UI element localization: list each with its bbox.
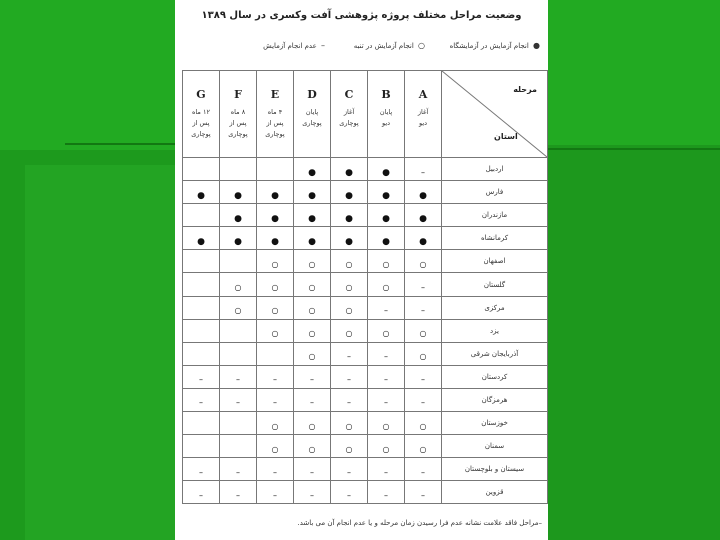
status-cell-c — [331, 342, 368, 365]
hollow-dot-icon: ○ — [308, 352, 316, 362]
province-name: اصفهان — [442, 250, 548, 273]
slide-background-right — [548, 145, 720, 540]
status-cell-g — [183, 296, 220, 319]
status-cell-d — [294, 181, 331, 204]
table-row — [183, 365, 548, 388]
filled-dot-icon: ● — [234, 190, 242, 201]
status-cell-e — [257, 181, 294, 204]
status-cell-b — [368, 481, 405, 504]
hollow-dot-icon: ○ — [271, 259, 279, 269]
status-cell-e — [257, 388, 294, 411]
status-cell-c — [331, 296, 368, 319]
dash-icon: – — [347, 398, 351, 408]
table-row — [183, 296, 548, 319]
dash-icon: – — [236, 375, 240, 385]
hollow-dot-icon: ○ — [419, 259, 427, 269]
filled-dot-icon: ● — [271, 190, 279, 201]
status-cell-f — [220, 204, 257, 227]
status-cell-a — [405, 296, 442, 319]
column-header-g: G ۱۲ ماه پس از پوچاری — [183, 71, 220, 158]
status-cell-d — [294, 204, 331, 227]
hollow-dot-icon: ○ — [345, 329, 353, 339]
hollow-dot-icon: ○ — [308, 306, 316, 316]
status-cell-d — [294, 227, 331, 250]
status-cell-a — [405, 342, 442, 365]
status-cell-a — [405, 158, 442, 181]
hollow-dot-icon: ○ — [271, 329, 279, 339]
dash-icon: – — [236, 398, 240, 408]
filled-dot-icon: ● — [345, 213, 353, 224]
hollow-dot-icon: ○ — [345, 306, 353, 316]
dash-icon: – — [236, 490, 240, 500]
status-cell-a — [405, 481, 442, 504]
table-row — [183, 181, 548, 204]
status-cell-g — [183, 204, 220, 227]
province-name: یزد — [442, 319, 548, 342]
hollow-dot-icon: ○ — [308, 259, 316, 269]
status-cell-g — [183, 365, 220, 388]
filled-dot-icon: ● — [345, 167, 353, 178]
column-header-c: C آغاز پوچاری — [331, 71, 368, 158]
dash-icon: – — [384, 375, 388, 385]
dash-icon: – — [421, 375, 425, 385]
status-cell-f — [220, 319, 257, 342]
province-name: اردبیل — [442, 158, 548, 181]
status-cell-d — [294, 158, 331, 181]
hollow-dot-icon: ○ — [345, 259, 353, 269]
hollow-dot-icon: ○ — [382, 329, 390, 339]
dash-icon: – — [310, 375, 314, 385]
status-cell-e — [257, 204, 294, 227]
filled-dot-icon: ● — [197, 236, 205, 247]
status-cell-a — [405, 319, 442, 342]
status-cell-g — [183, 435, 220, 458]
status-cell-c — [331, 250, 368, 273]
dash-icon: – — [347, 375, 351, 385]
status-cell-b — [368, 412, 405, 435]
status-cell-g — [183, 273, 220, 296]
status-cell-d — [294, 458, 331, 481]
status-cell-f — [220, 388, 257, 411]
dash-icon: – — [273, 375, 277, 385]
filled-dot-icon: ● — [345, 190, 353, 201]
stage-status-table — [182, 70, 548, 504]
status-cell-f — [220, 273, 257, 296]
filled-dot-icon: ● — [234, 213, 242, 224]
dash-icon: – — [421, 490, 425, 500]
status-cell-f — [220, 227, 257, 250]
table-row — [183, 412, 548, 435]
status-cell-a — [405, 250, 442, 273]
status-cell-f — [220, 158, 257, 181]
legend-label: انجام آزمایش در تنبه — [353, 42, 414, 50]
status-cell-e — [257, 412, 294, 435]
filled-dot-icon: ● — [271, 213, 279, 224]
province-name: خوزستان — [442, 412, 548, 435]
province-name: سمنان — [442, 435, 548, 458]
status-cell-f — [220, 181, 257, 204]
status-cell-c — [331, 227, 368, 250]
slide-divider-left — [65, 143, 175, 145]
status-cell-a — [405, 388, 442, 411]
province-name: آذربایجان شرقی — [442, 342, 548, 365]
status-cell-g — [183, 181, 220, 204]
slide-divider-right — [548, 148, 720, 150]
hollow-dot-icon: ○ — [308, 283, 316, 293]
status-cell-e — [257, 250, 294, 273]
status-cell-e — [257, 342, 294, 365]
status-cell-a — [405, 204, 442, 227]
dash-icon: – — [199, 490, 203, 500]
dash-icon: – — [347, 352, 351, 362]
status-cell-f — [220, 250, 257, 273]
province-name: فارس — [442, 181, 548, 204]
filled-dot-icon: ● — [382, 236, 390, 247]
status-cell-a — [405, 227, 442, 250]
column-header-b: B پایان دیو — [368, 71, 405, 158]
table-row — [183, 227, 548, 250]
hollow-dot-icon: ○ — [234, 283, 242, 293]
status-cell-b — [368, 227, 405, 250]
status-cell-e — [257, 435, 294, 458]
footnote: –مراحل فاقد علامت نشانه عدم فرا رسیدن زمان مرحله و یا عدم انجام آن می باشد. — [297, 519, 542, 527]
status-cell-c — [331, 204, 368, 227]
status-cell-g — [183, 158, 220, 181]
status-cell-a — [405, 273, 442, 296]
dash-icon: – — [421, 306, 425, 316]
status-cell-a — [405, 412, 442, 435]
status-cell-b — [368, 158, 405, 181]
dash-icon: – — [421, 467, 425, 477]
status-cell-c — [331, 458, 368, 481]
status-cell-b — [368, 181, 405, 204]
status-cell-f — [220, 365, 257, 388]
status-cell-a — [405, 435, 442, 458]
status-cell-d — [294, 388, 331, 411]
status-cell-g — [183, 412, 220, 435]
province-name: مازندران — [442, 204, 548, 227]
status-cell-b — [368, 342, 405, 365]
dash-icon: – — [421, 283, 425, 293]
province-name: گلستان — [442, 273, 548, 296]
corner-header — [442, 71, 548, 158]
dash-icon: – — [310, 467, 314, 477]
table-row — [183, 204, 548, 227]
hollow-dot-icon: ○ — [308, 444, 316, 454]
dash-icon: – — [347, 467, 351, 477]
filled-dot-icon: ● — [308, 190, 316, 201]
column-header-a: A آغاز دیو — [405, 71, 442, 158]
province-name: قزوین — [442, 481, 548, 504]
filled-dot-icon: ● — [308, 236, 316, 247]
filled-dot-icon: ● — [308, 167, 316, 178]
hollow-dot-icon: ○ — [418, 41, 425, 50]
diagonal-divider — [442, 71, 547, 157]
status-cell-g — [183, 250, 220, 273]
hollow-dot-icon: ○ — [345, 444, 353, 454]
dash-icon: – — [273, 398, 277, 408]
hollow-dot-icon: ○ — [271, 444, 279, 454]
status-cell-e — [257, 296, 294, 319]
status-cell-c — [331, 435, 368, 458]
status-cell-f — [220, 458, 257, 481]
slide-background-left-top — [0, 0, 175, 150]
dash-icon: – — [421, 398, 425, 408]
dash-icon: – — [310, 398, 314, 408]
legend-item-none — [263, 41, 325, 50]
table-row — [183, 273, 548, 296]
hollow-dot-icon: ○ — [345, 421, 353, 431]
status-cell-d — [294, 319, 331, 342]
column-header-e: E ۴ ماه پس از پوچاری — [257, 71, 294, 158]
legend — [220, 41, 540, 53]
dash-icon: – — [199, 398, 203, 408]
filled-dot-icon: ● — [271, 236, 279, 247]
hollow-dot-icon: ○ — [308, 421, 316, 431]
status-cell-e — [257, 365, 294, 388]
stage-axis-label: مرحله — [513, 85, 537, 94]
status-cell-f — [220, 296, 257, 319]
hollow-dot-icon: ○ — [382, 283, 390, 293]
filled-dot-icon: ● — [419, 236, 427, 247]
dash-icon: – — [273, 490, 277, 500]
hollow-dot-icon: ○ — [234, 306, 242, 316]
filled-dot-icon: ● — [533, 41, 540, 50]
status-cell-b — [368, 365, 405, 388]
province-name: سیستان و بلوچستان — [442, 458, 548, 481]
dash-icon: – — [273, 467, 277, 477]
dash-icon: – — [384, 306, 388, 316]
slide-background-left-inner — [25, 165, 175, 540]
province-axis-label: استان — [494, 132, 518, 141]
table-row — [183, 481, 548, 504]
filled-dot-icon: ● — [308, 213, 316, 224]
column-header-d: D پایان پوچاری — [294, 71, 331, 158]
status-cell-b — [368, 458, 405, 481]
status-cell-c — [331, 365, 368, 388]
hollow-dot-icon: ○ — [271, 283, 279, 293]
legend-label: انجام آزمایش در آزمایشگاه — [449, 42, 529, 50]
table-row — [183, 388, 548, 411]
hollow-dot-icon: ○ — [382, 259, 390, 269]
status-cell-g — [183, 319, 220, 342]
hollow-dot-icon: ○ — [308, 329, 316, 339]
dash-icon: – — [199, 375, 203, 385]
status-cell-d — [294, 342, 331, 365]
dash-icon: – — [384, 490, 388, 500]
filled-dot-icon: ● — [419, 190, 427, 201]
status-cell-e — [257, 319, 294, 342]
province-name: هرمزگان — [442, 388, 548, 411]
hollow-dot-icon: ○ — [382, 421, 390, 431]
table-row — [183, 435, 548, 458]
dash-icon: – — [384, 352, 388, 362]
legend-item-lab — [450, 41, 540, 50]
dash-icon: – — [236, 467, 240, 477]
status-cell-b — [368, 435, 405, 458]
status-cell-e — [257, 481, 294, 504]
province-name: کردستان — [442, 365, 548, 388]
status-cell-d — [294, 250, 331, 273]
status-cell-g — [183, 342, 220, 365]
status-cell-b — [368, 204, 405, 227]
dash-icon: – — [384, 467, 388, 477]
status-cell-f — [220, 481, 257, 504]
status-cell-e — [257, 158, 294, 181]
status-cell-b — [368, 250, 405, 273]
dash-icon: – — [421, 167, 425, 177]
status-cell-f — [220, 342, 257, 365]
slide-background-right-top — [548, 0, 720, 145]
status-cell-g — [183, 227, 220, 250]
filled-dot-icon: ● — [234, 236, 242, 247]
hollow-dot-icon: ○ — [419, 329, 427, 339]
status-cell-c — [331, 158, 368, 181]
status-cell-c — [331, 273, 368, 296]
legend-label: عدم انجام آزمایش — [263, 42, 317, 50]
hollow-dot-icon: ○ — [271, 421, 279, 431]
status-cell-g — [183, 388, 220, 411]
status-cell-b — [368, 388, 405, 411]
status-cell-d — [294, 273, 331, 296]
status-cell-c — [331, 481, 368, 504]
province-name: مرکزی — [442, 296, 548, 319]
filled-dot-icon: ● — [382, 190, 390, 201]
hollow-dot-icon: ○ — [382, 444, 390, 454]
dash-icon: – — [321, 41, 325, 50]
hollow-dot-icon: ○ — [419, 421, 427, 431]
table-header-row — [183, 71, 548, 158]
status-cell-e — [257, 227, 294, 250]
status-cell-c — [331, 181, 368, 204]
status-cell-g — [183, 481, 220, 504]
status-cell-f — [220, 412, 257, 435]
status-cell-d — [294, 412, 331, 435]
page-title: وضعیت مراحل مختلف پروژه پژوهشی آفت وکسری در سال ۱۳۸۹ — [201, 10, 522, 21]
status-cell-c — [331, 319, 368, 342]
status-cell-b — [368, 319, 405, 342]
table-row — [183, 250, 548, 273]
filled-dot-icon: ● — [382, 213, 390, 224]
status-cell-b — [368, 296, 405, 319]
status-cell-d — [294, 365, 331, 388]
table-row — [183, 342, 548, 365]
column-header-f: F ۸ ماه پس از پوچاری — [220, 71, 257, 158]
status-cell-e — [257, 458, 294, 481]
status-cell-g — [183, 458, 220, 481]
hollow-dot-icon: ○ — [419, 444, 427, 454]
filled-dot-icon: ● — [382, 167, 390, 178]
hollow-dot-icon: ○ — [419, 352, 427, 362]
dash-icon: – — [199, 467, 203, 477]
table-row — [183, 458, 548, 481]
table-row — [183, 158, 548, 181]
status-cell-d — [294, 481, 331, 504]
hollow-dot-icon: ○ — [271, 306, 279, 316]
filled-dot-icon: ● — [197, 190, 205, 201]
table-row — [183, 319, 548, 342]
dash-icon: – — [310, 490, 314, 500]
status-cell-e — [257, 273, 294, 296]
status-cell-d — [294, 435, 331, 458]
status-cell-a — [405, 181, 442, 204]
filled-dot-icon: ● — [345, 236, 353, 247]
status-cell-c — [331, 412, 368, 435]
status-cell-a — [405, 458, 442, 481]
legend-item-field — [354, 41, 425, 50]
status-cell-d — [294, 296, 331, 319]
dash-icon: – — [347, 490, 351, 500]
status-cell-c — [331, 388, 368, 411]
status-cell-b — [368, 273, 405, 296]
dash-icon: – — [384, 398, 388, 408]
filled-dot-icon: ● — [419, 213, 427, 224]
province-name: کرمانشاه — [442, 227, 548, 250]
hollow-dot-icon: ○ — [345, 283, 353, 293]
status-cell-f — [220, 435, 257, 458]
document-page — [175, 0, 548, 540]
status-cell-a — [405, 365, 442, 388]
